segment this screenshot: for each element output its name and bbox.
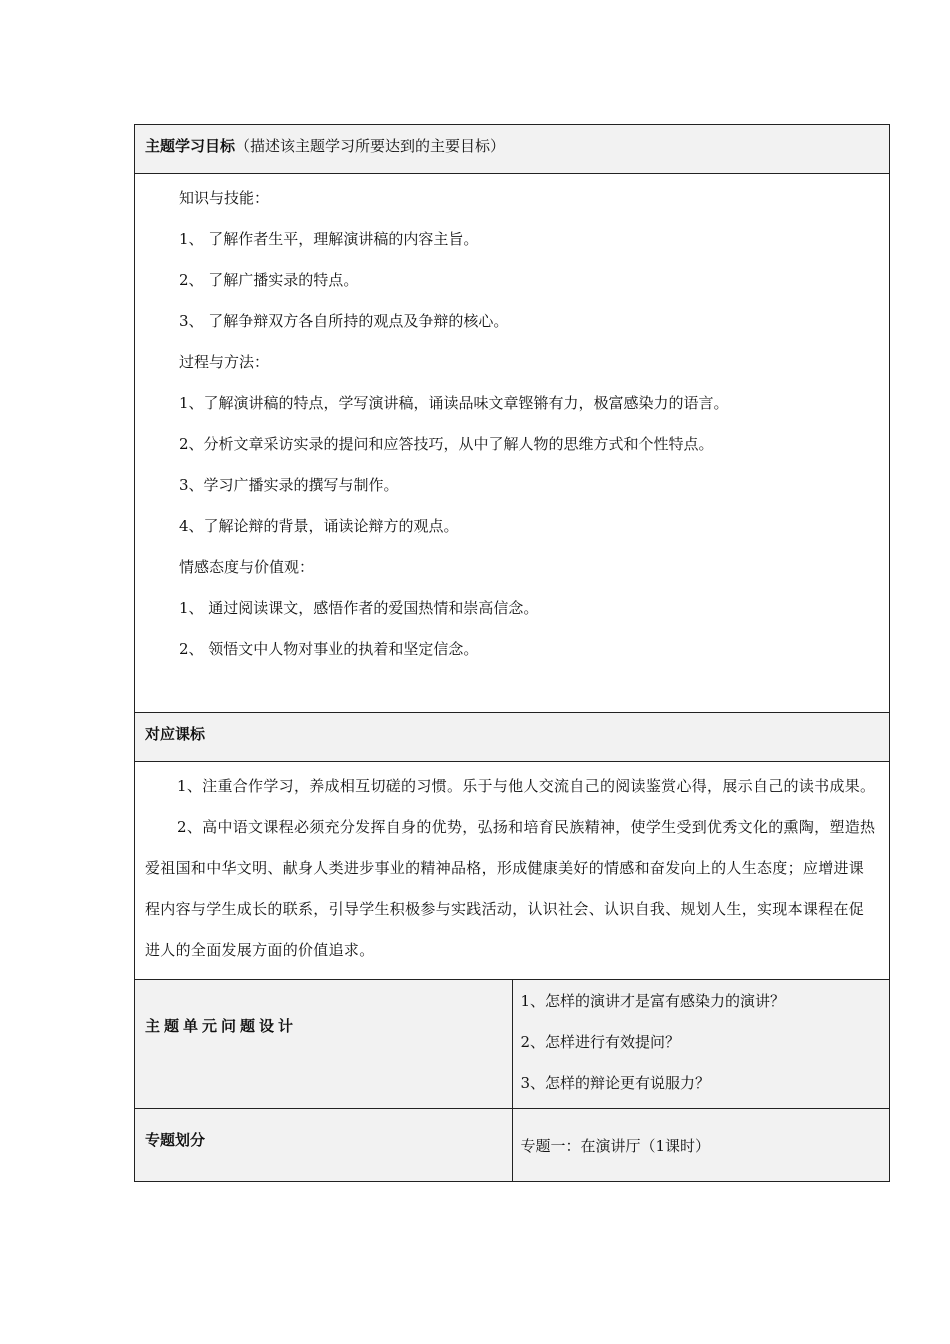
lesson-plan-page [134, 124, 890, 1182]
objective-line: 3、学习广播实录的撰写与制作。 [179, 476, 399, 494]
objective-line: 2、分析文章采访实录的提问和应答技巧，从中了解人物的思维方式和个性特点。 [179, 435, 714, 453]
topic-item: 专题一：在演讲厅（1课时） [520, 1137, 711, 1155]
standards-title: 对应课标 [145, 725, 206, 743]
objective-line: 情感态度与价值观： [179, 558, 315, 576]
questions-label-cell [135, 980, 513, 1109]
topics-label-cell [135, 1109, 513, 1182]
objective-line: 1、 通过阅读课文，感悟作者的爱国热情和崇高信念。 [179, 599, 539, 617]
question-item: 3、怎样的辩论更有说服力？ [520, 1074, 711, 1092]
lesson-plan-table [134, 124, 890, 1182]
objectives-body [135, 174, 890, 713]
objective-line: 1、 了解作者生平，理解演讲稿的内容主旨。 [179, 230, 479, 248]
objective-line: 过程与方法： [179, 353, 270, 371]
question-item: 1、怎样的演讲才是富有感染力的演讲？ [520, 992, 786, 1010]
questions-label: 主题单元问题设计 [145, 1017, 298, 1035]
question-item: 2、怎样进行有效提问？ [520, 1033, 681, 1051]
standard-paragraph: 2、高中语文课程必须充分发挥自身的优势，弘扬和培育民族精神，使学生受到优秀文化的熏陶，塑造热爱祖国和中华文明、献身人类进步事业的精神品格，形成健康美好的情感和奋发向上的人生态度；应增进课程内容与学生成长的联系，引导学生积极参与实践活动，认识社会、认识自我、规划人生，实现本课程在促进人的全面发展方面的价值追求。 [145, 818, 876, 959]
objective-line: 知识与技能： [179, 189, 270, 207]
objectives-title-note: （描述该主题学习所要达到的主要目标） [235, 137, 506, 155]
questions-cell [512, 980, 890, 1109]
objective-line: 1、了解演讲稿的特点，学写演讲稿，诵读品味文章铿锵有力，极富感染力的语言。 [179, 394, 729, 412]
objective-line: 2、 了解广播实录的特点。 [179, 271, 359, 289]
objective-line: 2、 领悟文中人物对事业的执着和坚定信念。 [179, 640, 479, 658]
objective-line: 4、了解论辩的背景，诵读论辩方的观点。 [179, 517, 459, 535]
topics-cell [512, 1109, 890, 1182]
objective-line: 3、 了解争辩双方各自所持的观点及争辩的核心。 [179, 312, 509, 330]
standard-paragraph: 1、注重合作学习，养成相互切磋的习惯。乐于与他人交流自己的阅读鉴赏心得，展示自己的读书成果。 [177, 777, 876, 795]
topics-label: 专题划分 [145, 1131, 206, 1149]
standards-body [135, 762, 890, 980]
objectives-header [135, 125, 890, 174]
objectives-title: 主题学习目标 [145, 137, 236, 155]
standards-header [135, 713, 890, 762]
